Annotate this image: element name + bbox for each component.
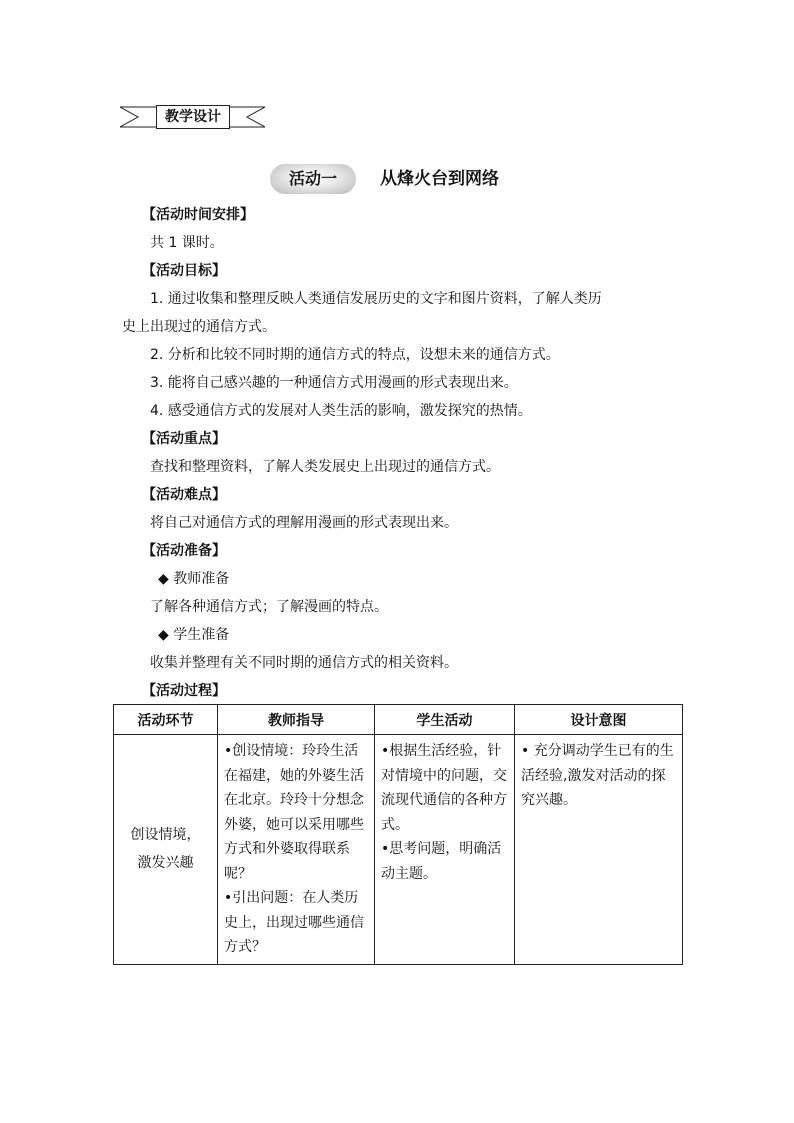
goal-item-4-text: 4. 感受通信方式的发展对人类生活的影响，激发探究的热情。	[150, 403, 532, 419]
goal-item-4	[122, 397, 682, 425]
activity-process-table	[113, 704, 683, 965]
table-row	[114, 735, 683, 965]
section-tag-banner	[120, 102, 265, 132]
column-header-stage: 活动环节	[114, 705, 218, 735]
process-heading: 【活动过程】	[142, 683, 226, 699]
key-point-text: 查找和整理资料，了解人类发展史上出现过的通信方式。	[150, 459, 500, 475]
student-activity-p2: •思考问题，明确活动主题。	[381, 841, 502, 882]
goal-item-3	[122, 369, 682, 397]
goal-item-1-line2: 史上出现过的通信方式。	[122, 319, 276, 335]
goal-item-1-line1: 1. 通过收集和整理反映人类通信发展历史的文字和图片资料，了解人类历	[150, 291, 602, 307]
goal-item-2	[122, 341, 682, 369]
time-arrangement-heading: 【活动时间安排】	[142, 207, 254, 223]
stage-cell	[114, 735, 218, 965]
student-prep-text: 收集并整理有关不同时期的通信方式的相关资料。	[150, 655, 458, 671]
design-intent-text: • 充分调动学生已有的生活经验,激发对活动的探究兴趣。	[521, 743, 674, 808]
student-activity-cell	[375, 735, 515, 965]
difficulty-text: 将自己对通信方式的理解用漫画的形式表现出来。	[150, 515, 458, 531]
teacher-prep-label: ◆ 教师准备	[158, 571, 230, 587]
stage-line-2: 激发兴趣	[137, 855, 194, 872]
section-tag-label: 教学设计	[156, 105, 230, 129]
design-intent-cell	[515, 735, 683, 965]
table-header-row	[114, 705, 683, 735]
time-arrangement-text: 共 1 课时。	[150, 235, 224, 251]
teacher-prep-text: 了解各种通信方式；了解漫画的特点。	[150, 599, 388, 615]
student-activity-p1: •根据生活经验，针对情境中的问题，交流现代通信的各种方式。	[381, 743, 507, 833]
activity-title	[270, 164, 570, 196]
goals-heading: 【活动目标】	[142, 263, 226, 279]
student-prep-label: ◆ 学生准备	[158, 627, 230, 643]
activity-number-badge: 活动一	[270, 164, 356, 194]
goal-item-1	[122, 285, 682, 341]
goal-item-2-text: 2. 分析和比较不同时期的通信方式的特点，设想未来的通信方式。	[150, 347, 560, 363]
column-header-student: 学生活动	[375, 705, 515, 735]
column-header-intent: 设计意图	[515, 705, 683, 735]
stage-line-1: 创设情境，	[130, 827, 201, 844]
teacher-guidance-cell	[218, 735, 375, 965]
teacher-guidance-p2: •引出问题：在人类历史上，出现过哪些通信方式？	[224, 890, 364, 955]
difficulty-heading: 【活动难点】	[142, 487, 226, 503]
key-point-heading: 【活动重点】	[142, 431, 226, 447]
activity-name: 从烽火台到网络	[380, 169, 499, 189]
goal-item-3-text: 3. 能将自己感兴趣的一种通信方式用漫画的形式表现出来。	[150, 375, 518, 391]
column-header-teacher: 教师指导	[218, 705, 375, 735]
teacher-guidance-p1: •创设情境：玲玲生活在福建，她的外婆生活在北京。玲玲十分想念外婆，她可以采用哪些方式和外婆取得联系呢？	[224, 743, 364, 882]
preparation-heading: 【活动准备】	[142, 543, 226, 559]
